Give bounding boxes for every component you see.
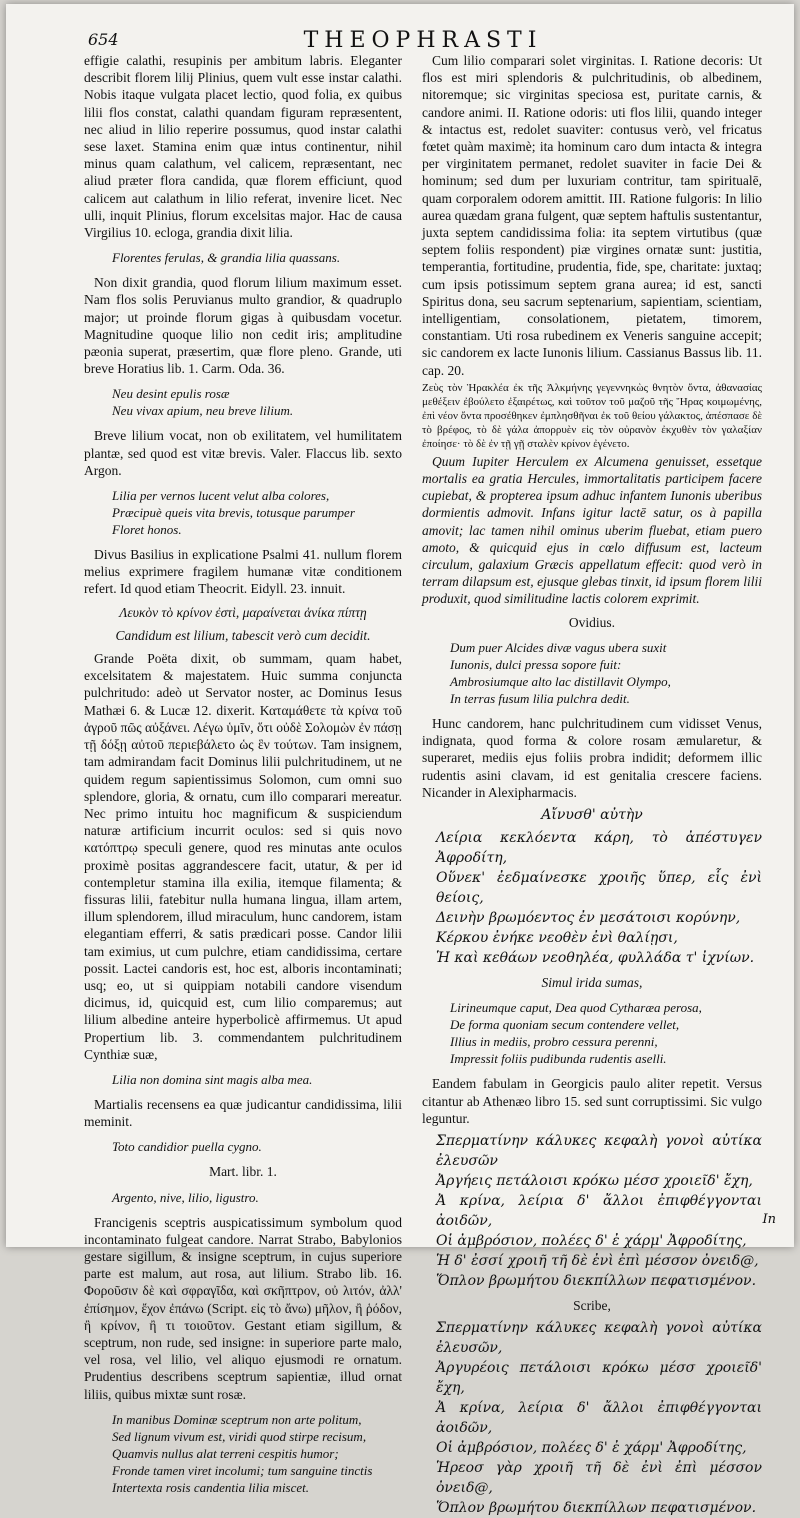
verse-quote <box>450 639 762 707</box>
verse-line: Argento, nive, lilio, ligustro. <box>112 1189 259 1205</box>
verse-line: In terras fusum lilia pulchra dedit. <box>450 690 630 706</box>
paragraph: Non dixit grandia, quod florum lilium maximum esset. Nam flos solis Peruvianus multo grandior, & quadruplo major; ut proinde florum gigas à quibusdam vocetur. Magnitudine quoque lilio non cedit iris; amplitudine pæonia superat, præsertim, quæ flore pleno. Grande, uti breve Horatius lib. 1. Carm. Oda. 36. <box>84 275 402 377</box>
book-page <box>6 4 794 1517</box>
verse-quote <box>450 999 762 1067</box>
verse-line: Fronde tamen viret incolumi; tum sanguine tinctis <box>112 1462 373 1478</box>
verse-line: Iunonis, dulci pressa sopore fuit: <box>450 656 622 672</box>
greek-line: Ἀργήεις πετάλοισι κρόκω μέσσ χροιεῖδ' ἔχη, <box>436 1172 753 1189</box>
paragraph: Grande Poëta dixit, ob summam, quam habet, excelsitatem & majestatem. Huic summa conjuncta pulchritudo: adeò ut Servator noster, ac Dominus Iesus Mathæi 6. & Lucæ 12. dixerit. Καταμάθετε τὰ κρίνα τοῦ ἀγροῦ πῶς αὐξάνει. Λέγω ὑμῖν, ὅτι οὐδὲ Σολομὼν ἐν πάσῃ τῇ δόξῃ αὐτοῦ περιεβάλετο ὡς ἓν τούτων. Tam insignem, tam admirandam facit Dominus lilii pulchritudinem, ut ne quidem regum sapientissimus Solomon, cum omni suo splendore, gloria, & ornatu, cum illo comparari mereatur. Nec primo intuitu hoc magnificum & suspiciendum naturæ artificium incurrit oculos: sed si quis novo κατόπτρῳ speculi genere, quod res minutas ante oculos proximè positas aggrandescere facit, utatur, & per id contempletur stamina illa exilia, itemque filamenta; & fissuras lilii, fatebitur nulla humana lingua, illam artem, illum splendorem, illud miraculum, hunc candorem, istam elegantiam efferri, & satis prædicari posse. Candor lilii tam eximius, ut cum pulchre, etiam candidissima, certare possit. Lactei candoris est, hoc est, alboris incontaminati; usq; eo, ut si quippiam notabili candore visendum dicimus, id, quicquid est, cum lilio comparemus; aut lilium albedine anteire hyperbolicè affirmemus. Ut apud Propertium lib. 3. commendantem pulchritudinem Cynthiæ suæ, <box>84 651 402 1062</box>
verse-line: Lilia per vernos lucent velut alba colores, <box>112 488 330 504</box>
greek-line: Ὅπλον βρωμήτου διεκπίλλων πεφατισμένον. <box>436 1500 757 1517</box>
paragraph: Breve lilium vocat, non ob exilitatem, vel humilitatem plantæ, sed quod est vitæ brevis. Valer. Flaccus lib. sexto Argon. <box>84 428 402 478</box>
paragraph: Divus Basilius in explicatione Psalmi 41. nullum florem melius exprimere fragilem humanæ vitæ conditionem refert. Id quod etiam Theocrit. Eidyll. 23. innuit. <box>84 547 402 597</box>
verse-line: Intertexta rosis candentia lilia miscet. <box>112 1479 310 1495</box>
verse-line: In manibus Dominæ sceptrum non arte politum, <box>112 1411 362 1427</box>
verse-line: Neu desint epulis rosæ <box>112 386 230 402</box>
verse-line: Lirineumque caput, Dea quod Cytharæa perosa, <box>450 1000 702 1016</box>
verse-line: Impressit foliis pudibunda rudentis aselli. <box>450 1051 667 1067</box>
greek-verse: Λευκὸν τὸ κρίνον ἐστὶ, μαραίνεται ἁνίκα πίπτῃ <box>119 604 367 620</box>
greek-line: Κέρκου ἐνήκε νεοθὲν ἐνὶ θαλίῃσι, <box>436 930 678 947</box>
verse-quote <box>112 249 402 266</box>
verse-line: Floret honos. <box>112 522 182 538</box>
verse-line: Quamvis nullus alat terreni cespitis humor; <box>112 1445 339 1461</box>
paragraph: Martialis recensens ea quæ judicantur candidissima, lilii meminit. <box>84 1096 402 1130</box>
greek-line: Ἀ κρίνα, λείρια δ' ἄλλοι ἐπιφθέγγονται ἀοιδῶν, <box>436 1400 762 1437</box>
verse-line: Ambrosiumque alto lac distillavit Olympo, <box>450 673 671 689</box>
paragraph: effigie calathi, resupinis per ambitum labris. Eleganter describit florem lilij Plinius, quem vult esse instar calathi. Nobis itaque vulgata placet lectio, quod folia, ex quibus lilii flos constat, calathi quandam figuram repræsentent, nec aliud in lilio reperire possumus, quod instar calathi sese laxet. Stamina enim quæ intus continentur, nihil minus quam calathum, vel calicem, repræsentant, nec aliud præter flora candida, quæ florem efficiunt, quod calicem aut calathum in lilio referat, invenire licet. Nec ulli, inquit Plinius, florum excelsitas major. Hac de causa Virgilius 10. ecloga, grandia dixit lilia. <box>84 53 402 241</box>
greek-heading: Αἴνυσθ' αὐτὴν <box>541 806 643 823</box>
greek-line: Ἡρεοσ γὰρ χροιῆ τῆ δὲ ἐνὶ ἐπὶ μέσσον ὀνειδ@, <box>436 1460 762 1497</box>
greek-verse-block <box>436 1318 762 1518</box>
verse-line: Lilia non domina sint magis alba mea. <box>112 1071 313 1087</box>
greek-line: Ὅπλον βρωμήτου διεκπίλλων πεφατισμένον. <box>436 1272 757 1289</box>
paragraph: Quum Iupiter Herculem ex Alcumena genuisset, essetque mortalis ea gratia Hercules, immortalitatis participem facere cupiebat, & propterea ipsum adhuc infantem Iunonis uberibus dormientis admovit. Infans igitur lactē satur, os à papilla amovit; lac tamen nihil ominus uberim fluebat, etiam puero amoto, & quicquid ejus in cœlo diffusum est, lacteum circulum, galaxium Græcis appellatum effecit: quod verò in terram dilapsum est, ejusque glebas tinxit, id ipsum florem lilii produxit, quod similitudine lactis colorem exprimit. <box>422 453 762 607</box>
greek-verse-block <box>436 828 762 968</box>
greek-verse-block <box>436 1131 762 1291</box>
greek-line: Ἡ δ' ἐσσί χροιῆ τῆ δὲ ἐνὶ ἐπὶ μέσσον ὀνειδ@, <box>436 1252 759 1269</box>
verse-line: Sed lignum vivum est, viridi quod stirpe recisum, <box>112 1428 367 1444</box>
paragraph: Francigenis sceptris auspicatissimum symbolum quod incontaminato fulgeat candore. Narrat Strabo, Babylonios gestare sigillum, & insigne sceptrum, in cujus superiore parte est malum, aut rosa, aut lilium. Strabo lib. 16. Φοροῦσιν δὲ καὶ σφραγῖδα, καὶ σκῆπτρον, οὐ λιτόν, ἀλλ' ἐπίσημον, ἔχον ἐπάνω (Script. εἰς τὸ ἄνω) μῆλον, ἢ ῥόδον, ἢ κρίνον, ἢ τι τοιοῦτον. Gestant etiam sigillum, & sceptrum, non rude, sed insigne: in superiore parte malo, vel rosa, vel lilio, vel aliquo ejusmodi re ornatum. Prudentius describens sceptrum sapientiæ, illud ornat liliis, quibus mixtæ sunt rosæ. <box>84 1214 402 1402</box>
left-column <box>84 52 402 1495</box>
greek-line: Σπερματίνην κάλυκες κεφαλὴ γονοὶ αὐτίκα ἐλευσῶν, <box>436 1320 762 1357</box>
greek-line: Οἱ ἀμβρόσιον, πολέες δ' ἐ χάρμ' Ἀφροδίτης, <box>436 1232 747 1249</box>
right-column <box>422 52 762 1517</box>
author-label: Ovidius. <box>568 614 616 630</box>
paragraph: Hunc candorem, hanc pulchritudinem cum vidisset Venus, indignata, quod forma & colore rosam æmularetur, & superaret, mediis ejus foliis probra indidit; deformem illic rudentis asini clavam, id est genitalia crescere faciens. Nicander in Alexipharmacis. <box>422 715 762 800</box>
verse-line: Illius in mediis, probro cessura perenni, <box>450 1034 658 1050</box>
greek-line: Λείρια κεκλόεντα κάρη, τὸ ἀπέστυγεν Ἀφροδίτη, <box>436 830 762 867</box>
greek-line: Σπερματίνην κάλυκες κεφαλὴ γονοὶ αὐτίκα ἐλευσῶν <box>436 1132 762 1169</box>
source-citation: Mart. libr. 1. <box>209 1164 277 1180</box>
greek-line: Ἀργυρέοις πετάλοισι κρόκω μέσσ χροιεῖδ' ἔχη, <box>436 1360 762 1397</box>
greek-translation: Candidum est lilium, tabescit verò cum decidit. <box>115 627 371 643</box>
verse-quote <box>112 1189 402 1206</box>
greek-line: Ἀ κρίνα, λείρια δ' ἄλλοι ἐπιφθέγγονται ἀοιδῶν, <box>436 1192 762 1229</box>
verse-quote <box>112 1411 402 1496</box>
paragraph: Cum lilio comparari solet virginitas. I. Ratione decoris: Ut flos est miri splendoris & pulchritudinis, ob albedinem, nitoremque; sic virginitas speciosa est, puritate carnis, & candore animi. II. Ratione odoris: uti flos lilii, quando integer & intactus est, redolet suaviter: contusus verò, vel fricatus fœtet quàm maximè; ita hominum caro dum intacta & integra per virginitatem permanet, redolet suaviter in facie Dei & hominum; sed dum per luxuriam contritur, tam spiritualē, quam corporalem odorem amittit. III. Ratione fulgoris: In lilio aurea quædam grana fulgent, quæ septem haftulis sustentantur, juxta septem candidissima folia: ita septem virtutibus (quæ septem foliis respondent) piæ virgines ornatæ sunt: justitia, temperantia, fortitudine, prudentia, fide, spe, charitate: juxtaq; cum ipsis potissimum septem grana aurea; id est, sancti Spiritus dona, seu sacrum septenarium, sapientiam, scientiam, intelligentiam, consolationem, pietatem, timorem, constantiam. Uti rosa rubedinem ex Veneris sanguine accepit; sic candorem ex lacte Iunonis lilium. Cassianus Bassus lib. 11. cap. 20. <box>422 53 762 378</box>
verse-line: Toto candidior puella cygno. <box>112 1139 262 1155</box>
verse-line: Dum puer Alcides divæ vagus ubera suxit <box>450 639 667 655</box>
paragraph: Eandem fabulam in Georgicis paulo aliter repetit. Versus citantur ab Athenæo libro 15. sed sunt corruptissimi. Sic vulgo leguntur. <box>422 1076 762 1126</box>
verse-line: De forma quoniam secum contendere vellet, <box>450 1017 680 1033</box>
verse-quote <box>112 487 402 538</box>
verse-line: Præcipuè queis vita brevis, totusque parumper <box>112 505 355 521</box>
running-title: THEOPHRASTI <box>303 28 543 53</box>
verse-line: Neu vivax apium, neu breve lilium. <box>112 403 294 419</box>
instruction-label: Scribe, <box>573 1297 611 1313</box>
greek-passage: Ζεὺς τὸν Ἡρακλέα ἐκ τῆς Ἀλκμήνης γεγεννηκὼς θνητὸν ὄντα, ἀθανασίας μεθέξειν ἐβούλετο ἐξαιρέτως, καὶ τοῦτον τοῦ μαζοῦ τῆς Ἥρας κοιμωμένης, ἐπὶ νέον ὄντα προσέθηκεν ἐμπλησθῆναι ἐκ τοῦ θείου γάλακτος, ἀπέσπασε δὲ τὸ βρέφος, τὸ δὲ γάλα ἀπορρυὲν εἰς τὸν οὐρανὸν ἐκχυθὲν τὸν γαλαξίαν ἐποίησε· τὸ δὲ ἐν τῇ γῇ σταλὲν κρίνον ἐγένετο. <box>422 381 762 450</box>
greek-line: Δεινὴν βρωμόεντος ἐν μεσάτοισι κορύνην, <box>436 910 741 927</box>
catchword: In <box>762 1212 776 1227</box>
latin-heading: Simul irida sumas, <box>541 975 643 991</box>
greek-line: Οἱ ἀμβρόσιον, πολέες δ' ἐ χάρμ' Ἀφροδίτης, <box>436 1440 747 1457</box>
verse-quote <box>112 1138 402 1155</box>
verse-quote <box>112 1071 402 1088</box>
greek-line: Οὕνεκ' ἐεδμαίνεσκε χροιῆς ὕπερ, εἷς ἐνὶ θείοις, <box>436 870 762 907</box>
greek-line: Ἡ καὶ κεθάων νεοθηλέα, φυλλάδα τ' ἰχνίων. <box>436 950 755 967</box>
verse-line: Florentes ferulas, & grandia lilia quassans. <box>112 250 341 266</box>
page-number: 654 <box>88 30 119 49</box>
verse-quote <box>112 385 402 419</box>
